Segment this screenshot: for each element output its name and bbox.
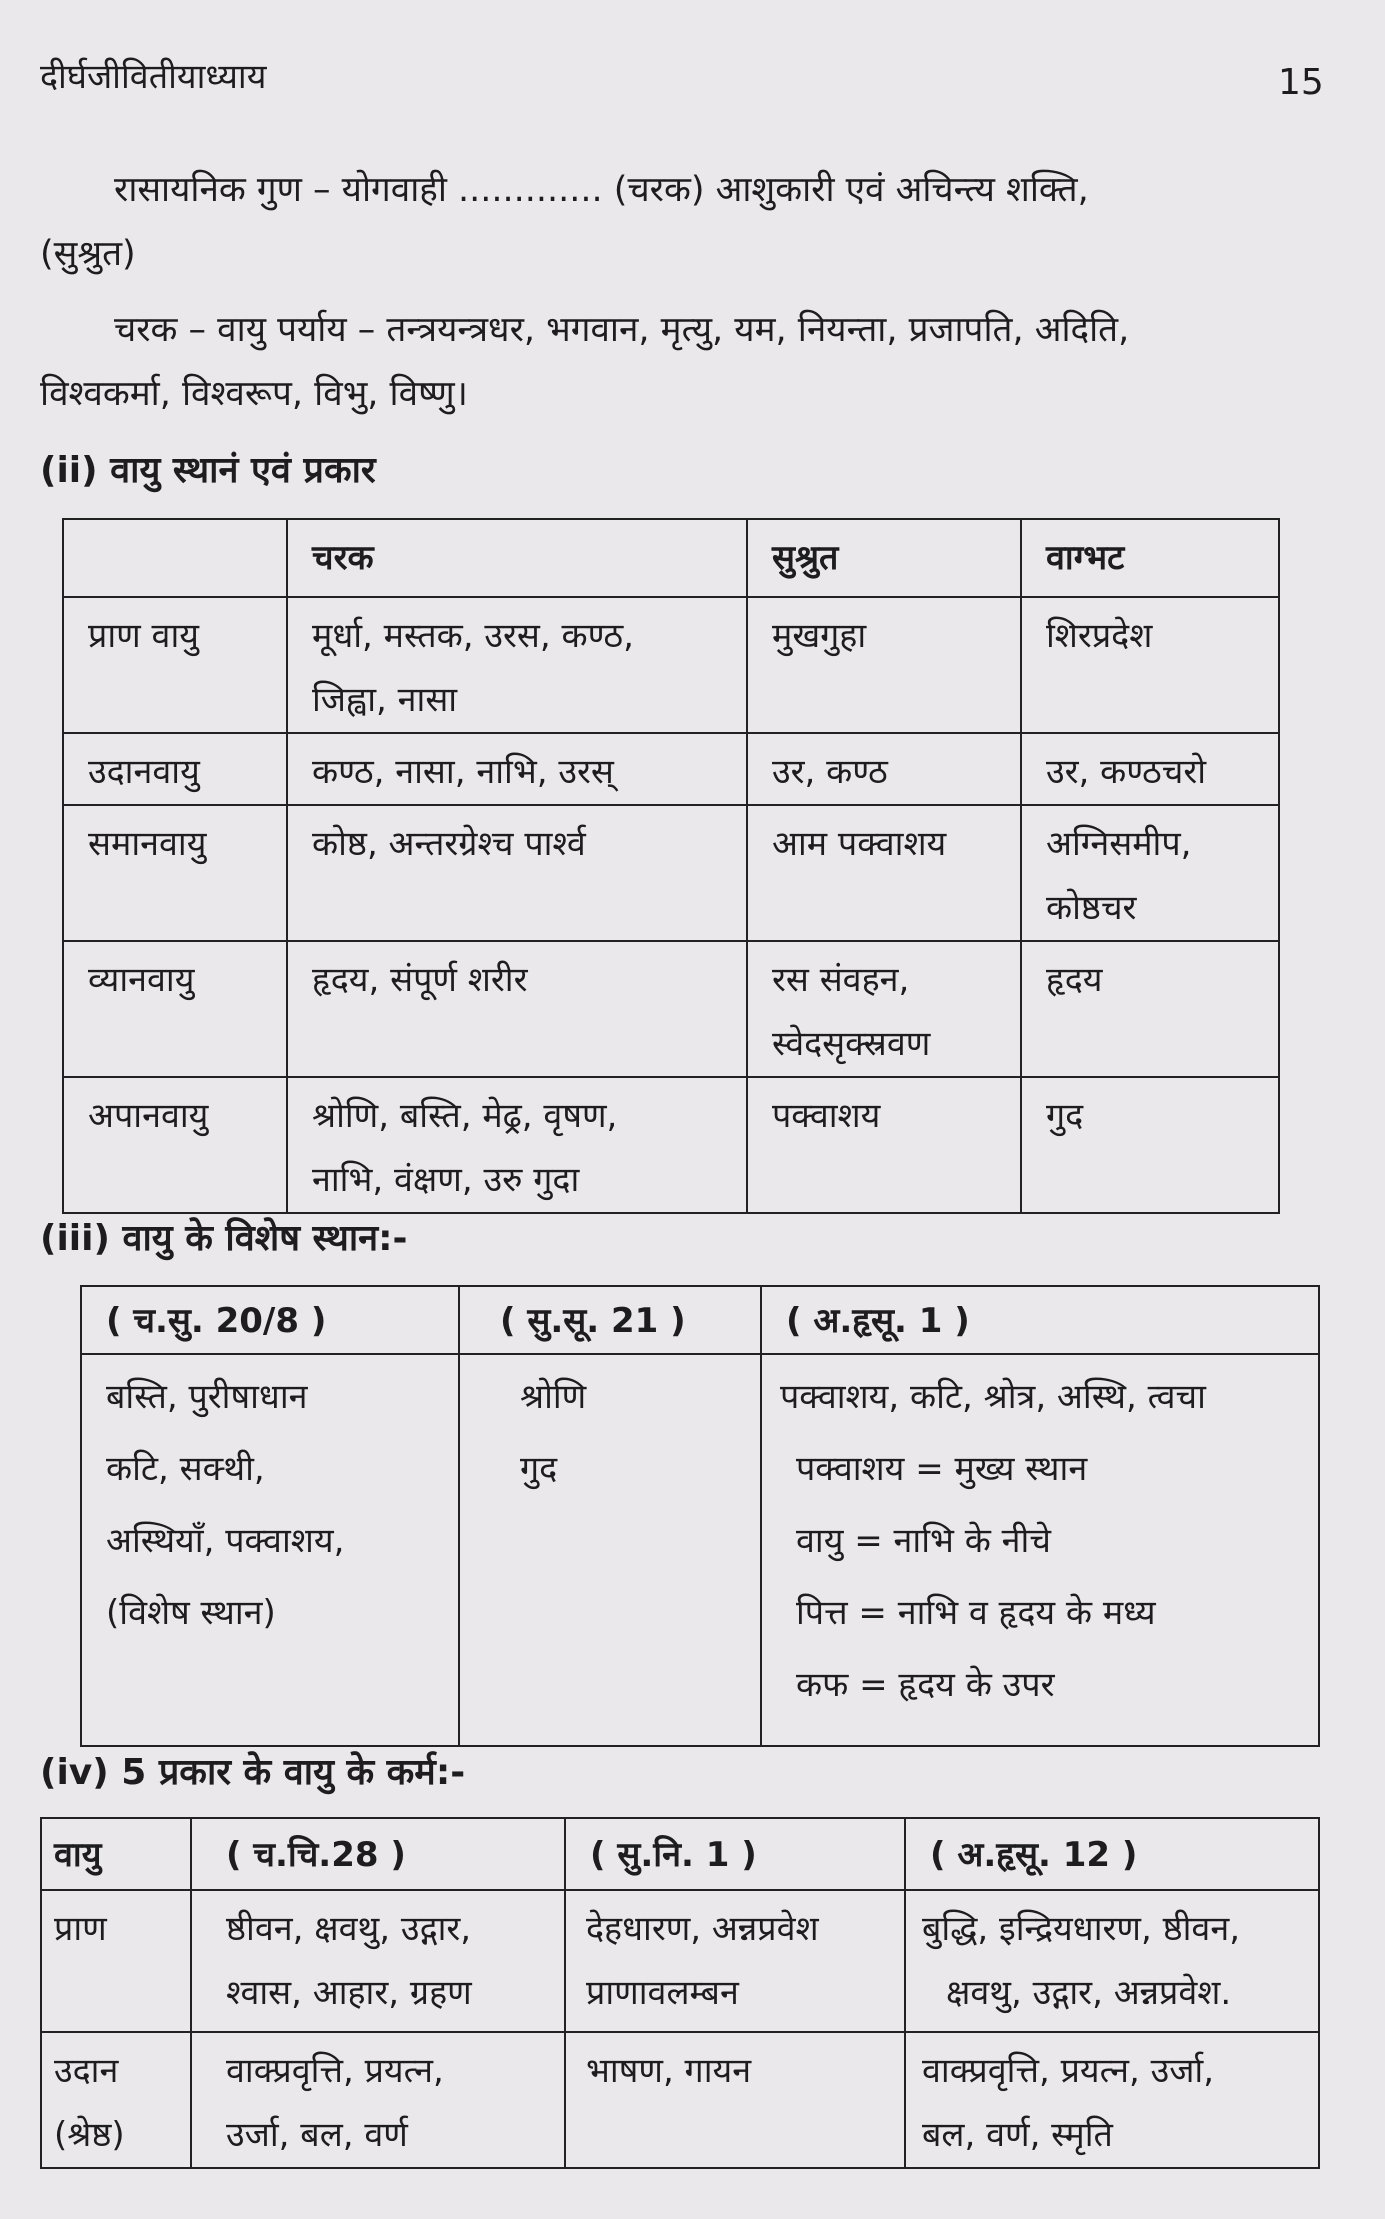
cell-line: बुद्धि, इन्द्रियधारण, ष्ठीवन, <box>922 1909 1241 1949</box>
table-row <box>63 1077 1279 1213</box>
cell-line: पक्वाशय, कटि, श्रोत्र, अस्थि, त्वचा <box>780 1377 1206 1417</box>
cell-line: बल, वर्ण, स्मृति <box>922 2115 1113 2155</box>
cell-line: उर, कण्ठचरो <box>1046 752 1207 792</box>
table-row <box>81 1354 1319 1746</box>
sushrut-cell <box>747 597 1021 733</box>
cell-line: भाषण, गायन <box>586 2051 752 2091</box>
charak-cell <box>191 2032 565 2168</box>
cell-line: हृदय, संपूर्ण शरीर <box>312 960 528 1000</box>
cell-line: रस संवहन, <box>772 960 910 1000</box>
sushrut-cell <box>747 733 1021 805</box>
cell-line: शिरप्रदेश <box>1046 616 1153 656</box>
table-row <box>63 941 1279 1077</box>
sushrut-cell <box>747 941 1021 1077</box>
cell-line: (श्रेष्ठ) <box>54 2115 125 2155</box>
cell-line: गुद <box>520 1449 558 1489</box>
vayu-type-cell <box>41 1890 191 2032</box>
table-header-row <box>81 1286 1319 1354</box>
header-cell: ( च.चि.28 ) <box>191 1818 565 1890</box>
paragraph-line: (सुश्रुत) <box>40 234 136 274</box>
cell-line: प्राण <box>54 1909 107 1949</box>
paragraph-line: विश्वकर्मा, विश्वरूप, विभु, विष्णु। <box>40 374 468 414</box>
ashtang-cell <box>905 2032 1319 2168</box>
header-cell: सुश्रुत <box>747 519 1021 597</box>
cell-line: पक्वाशय = मुख्य स्थान <box>796 1449 1088 1489</box>
charak-cell <box>287 941 747 1077</box>
header-cell: वाग्भट <box>1021 519 1279 597</box>
paragraph-line: रासायनिक गुण – योगवाही ............. (चरक) आशुकारी एवं अचिन्त्य शक्ति, <box>114 170 1089 210</box>
sushrut-sutra-cell <box>459 1354 761 1746</box>
paragraph-rasayanik <box>40 158 1340 286</box>
cell-line: कण्ठ, नासा, नाभि, उरस् <box>312 752 614 792</box>
header-cell: वायु <box>41 1818 191 1890</box>
cell-line: कोष्ठ, अन्तरग्रेश्च पार्श्व <box>312 824 586 864</box>
paragraph-vayu-paryay <box>40 298 1340 426</box>
vayu-karma-table <box>40 1817 1320 2169</box>
header-cell: ( अ.हृसू. 12 ) <box>905 1818 1319 1890</box>
cell-line: अग्निसमीप, <box>1046 824 1192 864</box>
section-heading-iv: (iv) 5 प्रकार के वायु के कर्म:- <box>40 1752 466 1793</box>
cell-line: श्वास, आहार, ग्रहण <box>226 1973 472 2013</box>
cell-line: कटि, सक्थी, <box>106 1449 265 1489</box>
cell-line: उर, कण्ठ <box>772 752 888 792</box>
cell-line: मूर्धा, मस्तक, उरस, कण्ठ, <box>312 616 634 656</box>
header-cell: ( सु.सू. 21 ) <box>459 1286 761 1354</box>
section-heading-ii: (ii) वायु स्थानं एवं प्रकार <box>40 450 376 491</box>
cell-line: क्षवथु, उद्गार, अन्नप्रवेश. <box>946 1973 1232 2013</box>
vagbhat-cell <box>1021 805 1279 941</box>
cell-line: उर्जा, बल, वर्ण <box>226 2115 408 2155</box>
ashtang-cell <box>905 1890 1319 2032</box>
table-row <box>63 805 1279 941</box>
vayu-type-cell: व्यानवायु <box>63 941 287 1077</box>
vayu-type-cell: उदानवायु <box>63 733 287 805</box>
header-cell: ( सु.नि. 1 ) <box>565 1818 905 1890</box>
cell-line: गुद <box>1046 1096 1084 1136</box>
vayu-type-cell: प्राण वायु <box>63 597 287 733</box>
charak-cell <box>191 1890 565 2032</box>
section-heading-iii: (iii) वायु के विशेष स्थान:- <box>40 1218 408 1259</box>
table-row <box>63 733 1279 805</box>
cell-line: आम पक्वाशय <box>772 824 947 864</box>
ashtang-hriday-cell <box>761 1354 1319 1746</box>
vayu-sthan-table <box>62 518 1280 1214</box>
header-cell <box>63 519 287 597</box>
cell-line: बस्ति, पुरीषाधान <box>106 1377 308 1417</box>
cell-line: उदान <box>54 2051 119 2091</box>
cell-line: अस्थियाँ, पक्वाशय, <box>106 1521 345 1561</box>
cell-line: वाक्प्रवृत्ति, प्रयत्न, उर्जा, <box>922 2051 1215 2091</box>
cell-line: देहधारण, अन्नप्रवेश <box>586 1909 819 1949</box>
header-cell: ( अ.हृसू. 1 ) <box>761 1286 1319 1354</box>
vishesh-sthan-table <box>80 1285 1320 1747</box>
table-row <box>41 2032 1319 2168</box>
header-cell: ( च.सु. 20/8 ) <box>81 1286 459 1354</box>
charak-sutra-cell <box>81 1354 459 1746</box>
charak-cell <box>287 805 747 941</box>
sushrut-cell <box>747 1077 1021 1213</box>
table-row <box>63 597 1279 733</box>
cell-line: पित्त = नाभि व हृदय के मध्य <box>796 1593 1156 1633</box>
sushrut-cell <box>747 805 1021 941</box>
paragraph-line: चरक – वायु पर्याय – तन्त्रयन्त्रधर, भगवान, मृत्यु, यम, नियन्ता, प्रजापति, अदिति, <box>114 310 1130 350</box>
cell-line: मुखगुहा <box>772 616 867 656</box>
header-cell: चरक <box>287 519 747 597</box>
cell-line: श्रोणि, बस्ति, मेढ्र, वृषण, <box>312 1096 618 1136</box>
vayu-type-cell <box>41 2032 191 2168</box>
cell-line: कफ = हृदय के उपर <box>796 1665 1055 1705</box>
vagbhat-cell <box>1021 1077 1279 1213</box>
sushrut-cell <box>565 2032 905 2168</box>
cell-line: नाभि, वंक्षण, उरु गुदा <box>312 1160 580 1200</box>
charak-cell <box>287 1077 747 1213</box>
cell-line: श्रोणि <box>520 1377 587 1417</box>
chapter-title: दीर्घजीवितीयाध्याय <box>40 57 267 97</box>
cell-line: वायु = नाभि के नीचे <box>796 1521 1051 1561</box>
charak-cell <box>287 597 747 733</box>
cell-line: प्राणावलम्बन <box>586 1973 739 2013</box>
table-header-row <box>41 1818 1319 1890</box>
vayu-type-cell: समानवायु <box>63 805 287 941</box>
cell-line: स्वेदसृक्स्रवण <box>772 1024 931 1064</box>
vagbhat-cell <box>1021 941 1279 1077</box>
charak-cell <box>287 733 747 805</box>
cell-line: ष्ठीवन, क्षवथु, उद्गार, <box>226 1909 472 1949</box>
table-header-row <box>63 519 1279 597</box>
cell-line: कोष्ठचर <box>1046 888 1137 928</box>
page-number: 15 <box>1278 62 1324 103</box>
cell-line: जिह्वा, नासा <box>312 680 458 720</box>
table-row <box>41 1890 1319 2032</box>
vayu-type-cell: अपानवायु <box>63 1077 287 1213</box>
cell-line: (विशेष स्थान) <box>106 1593 276 1633</box>
cell-line: वाक्प्रवृत्ति, प्रयत्न, <box>226 2051 444 2091</box>
cell-line: हृदय <box>1046 960 1103 1000</box>
cell-line: पक्वाशय <box>772 1096 881 1136</box>
sushrut-cell <box>565 1890 905 2032</box>
vagbhat-cell <box>1021 733 1279 805</box>
vagbhat-cell <box>1021 597 1279 733</box>
